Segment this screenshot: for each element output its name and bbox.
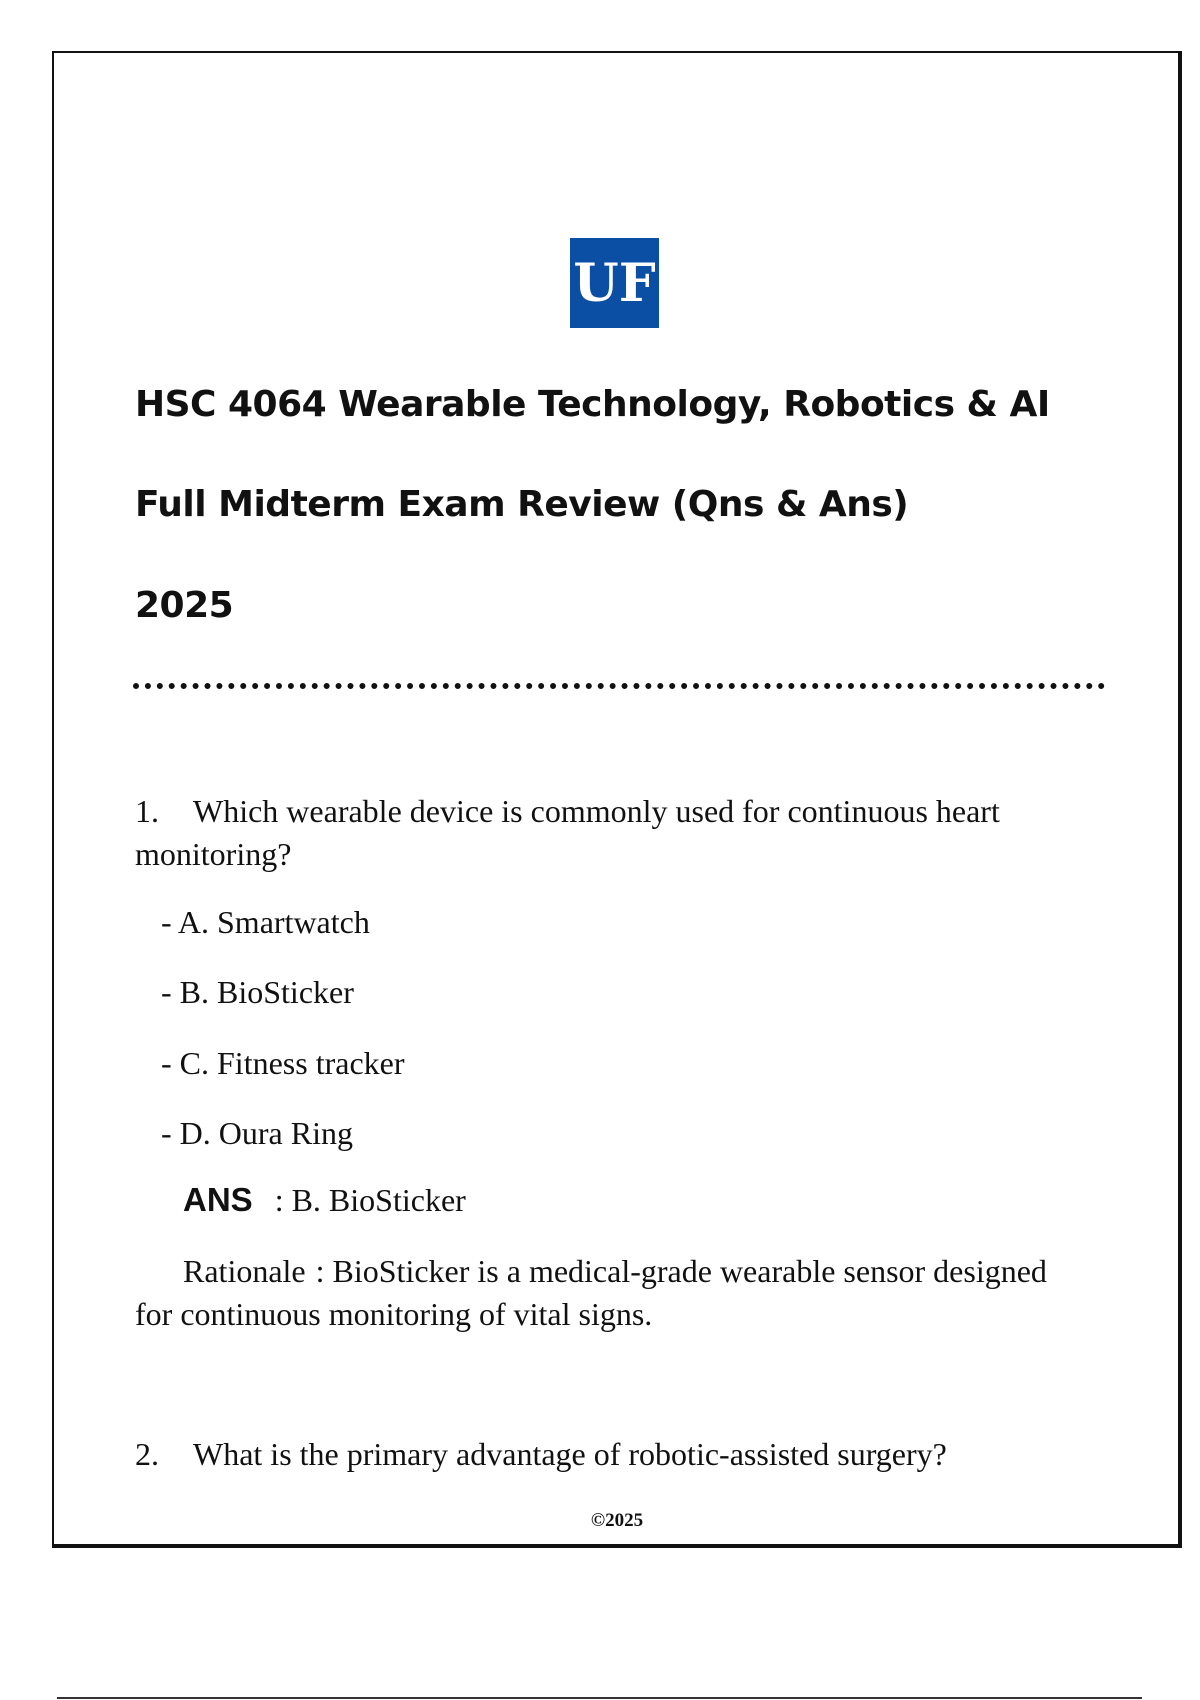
question-1-number: 1. xyxy=(135,793,159,829)
question-2-number: 2. xyxy=(135,1436,159,1472)
title-course: HSC 4064 Wearable Technology, Robotics & AI xyxy=(135,384,1050,425)
question-2-text: What is the primary advantage of robotic-assisted surgery? xyxy=(193,1436,947,1472)
bottom-rule xyxy=(57,1697,1142,1699)
question-1 xyxy=(135,790,1055,876)
title-subtitle: Full Midterm Exam Review (Qns & Ans) xyxy=(135,484,909,525)
footer-copyright: ©2025 xyxy=(590,1510,644,1531)
question-1-answer xyxy=(183,1180,466,1220)
question-1-option-a: - A. Smartwatch xyxy=(161,904,370,940)
question-1-option-d: - D. Oura Ring xyxy=(161,1115,353,1151)
answer-text: : B. BioSticker xyxy=(274,1182,466,1218)
title-year: 2025 xyxy=(135,585,234,626)
question-1-option-c: - C. Fitness tracker xyxy=(161,1045,405,1081)
uf-logo-text: UF xyxy=(573,253,656,314)
uf-logo xyxy=(570,238,659,328)
rationale-text: : BioSticker is a medical-grade wearable sensor designed for continuous monitoring of vital signs. xyxy=(135,1253,1047,1332)
question-1-option-b: - B. BioSticker xyxy=(161,974,354,1010)
answer-label: ANS xyxy=(183,1181,253,1218)
question-1-text: Which wearable device is commonly used for continuous heart monitoring? xyxy=(135,793,1000,872)
question-2 xyxy=(135,1433,1055,1476)
question-1-rationale xyxy=(135,1250,1065,1336)
uf-logo-mark xyxy=(570,238,659,328)
dotted-divider xyxy=(133,683,1105,689)
rationale-label: Rationale xyxy=(183,1253,306,1289)
